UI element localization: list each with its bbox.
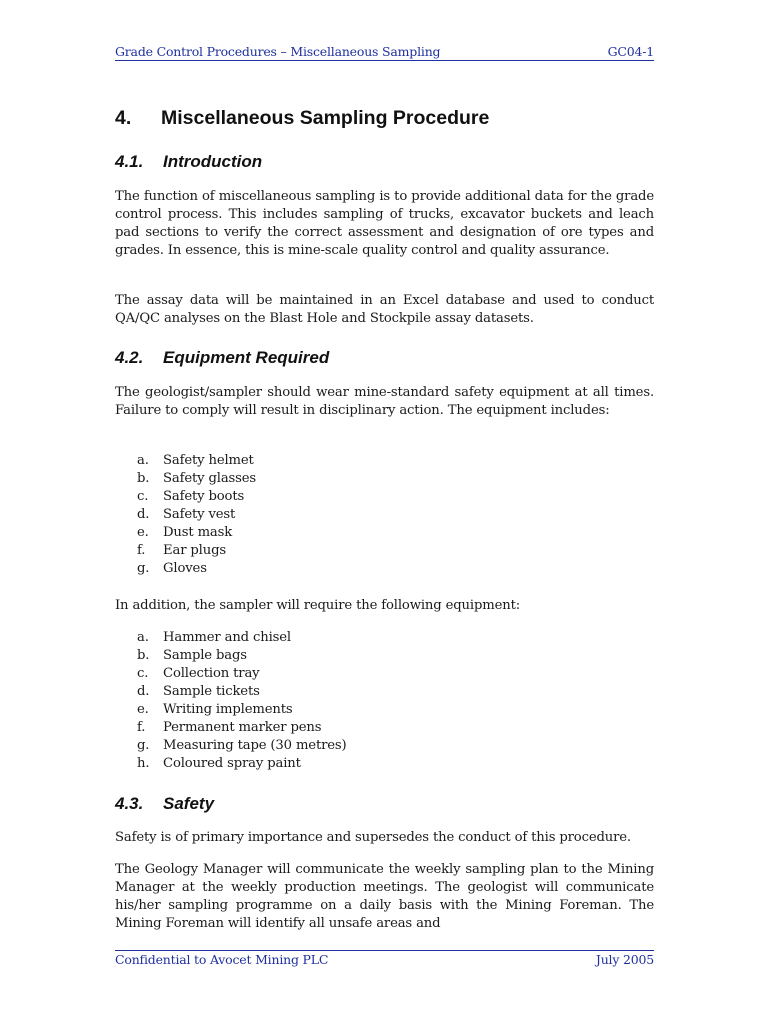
list-item: h. Coloured spray paint xyxy=(137,756,301,771)
subsection-heading-equipment xyxy=(115,348,329,368)
header-doc-code: GC04-1 xyxy=(607,44,654,59)
subsection-heading-introduction xyxy=(115,152,262,172)
list-item: g. Gloves xyxy=(137,561,207,576)
list-item: a. Safety helmet xyxy=(137,453,254,468)
list-item: b. Safety glasses xyxy=(137,471,257,486)
page-header xyxy=(115,42,654,61)
list-item: f. Permanent marker pens xyxy=(137,720,322,735)
list-item: d. Safety vest xyxy=(137,507,236,522)
header-title: Grade Control Procedures – Miscellaneous Sampling xyxy=(115,44,441,59)
safety-paragraph-1: Safety is of primary importance and supersedes the conduct of this procedure. xyxy=(115,830,631,845)
section-number: 4. xyxy=(115,107,132,129)
footer-date: July 2005 xyxy=(595,952,654,967)
list-item: b. Sample bags xyxy=(137,648,247,663)
safety-paragraph-2: The Geology Manager will communicate the weekly sampling plan to the Mining Manager at the weekly production meetings. The geologist will communicate his/her sampling programme on a daily basis with the Mining Foreman. The Mining Foreman will identify all unsafe areas and xyxy=(115,862,654,931)
introduction-paragraph-2: The assay data will be maintained in an Excel database and used to conduct QA/QC analyses on the Blast Hole and Stockpile assay datasets. xyxy=(115,293,654,326)
subsection-title: Safety xyxy=(163,794,215,813)
list-item: a. Hammer and chisel xyxy=(137,630,291,645)
list-item: g. Measuring tape (30 metres) xyxy=(137,738,347,753)
sampling-equipment-list xyxy=(137,629,347,773)
introduction-paragraph-1: The function of miscellaneous sampling is to provide additional data for the grade control process. This includes sampling of trucks, excavator buckets and leach pad sections to verify the correct assessment and designation of ore types and grades. In essence, this is mine-scale quality control and quality assurance. xyxy=(115,189,654,258)
list-item: d. Sample tickets xyxy=(137,684,260,699)
equipment-paragraph-1: The geologist/sampler should wear mine-standard safety equipment at all times. Failure to comply will result in disciplinary action. The equipment includes: xyxy=(115,385,654,418)
subsection-heading-safety xyxy=(115,794,214,814)
list-item: f. Ear plugs xyxy=(137,543,226,558)
page-footer xyxy=(115,950,654,969)
subsection-number: 4.2. xyxy=(115,348,144,367)
list-item: c. Collection tray xyxy=(137,666,260,681)
subsection-title: Introduction xyxy=(163,152,263,171)
safety-equipment-list xyxy=(137,452,256,578)
list-item: e. Dust mask xyxy=(137,525,233,540)
subsection-number: 4.1. xyxy=(115,152,144,171)
section-heading xyxy=(115,107,489,130)
footer-confidentiality: Confidential to Avocet Mining PLC xyxy=(115,952,329,967)
subsection-title: Equipment Required xyxy=(163,348,330,367)
list-item: c. Safety boots xyxy=(137,489,245,504)
equipment-paragraph-2: In addition, the sampler will require the following equipment: xyxy=(115,598,521,613)
list-item: e. Writing implements xyxy=(137,702,293,717)
subsection-number: 4.3. xyxy=(115,794,144,813)
section-title: Miscellaneous Sampling Procedure xyxy=(161,107,490,129)
